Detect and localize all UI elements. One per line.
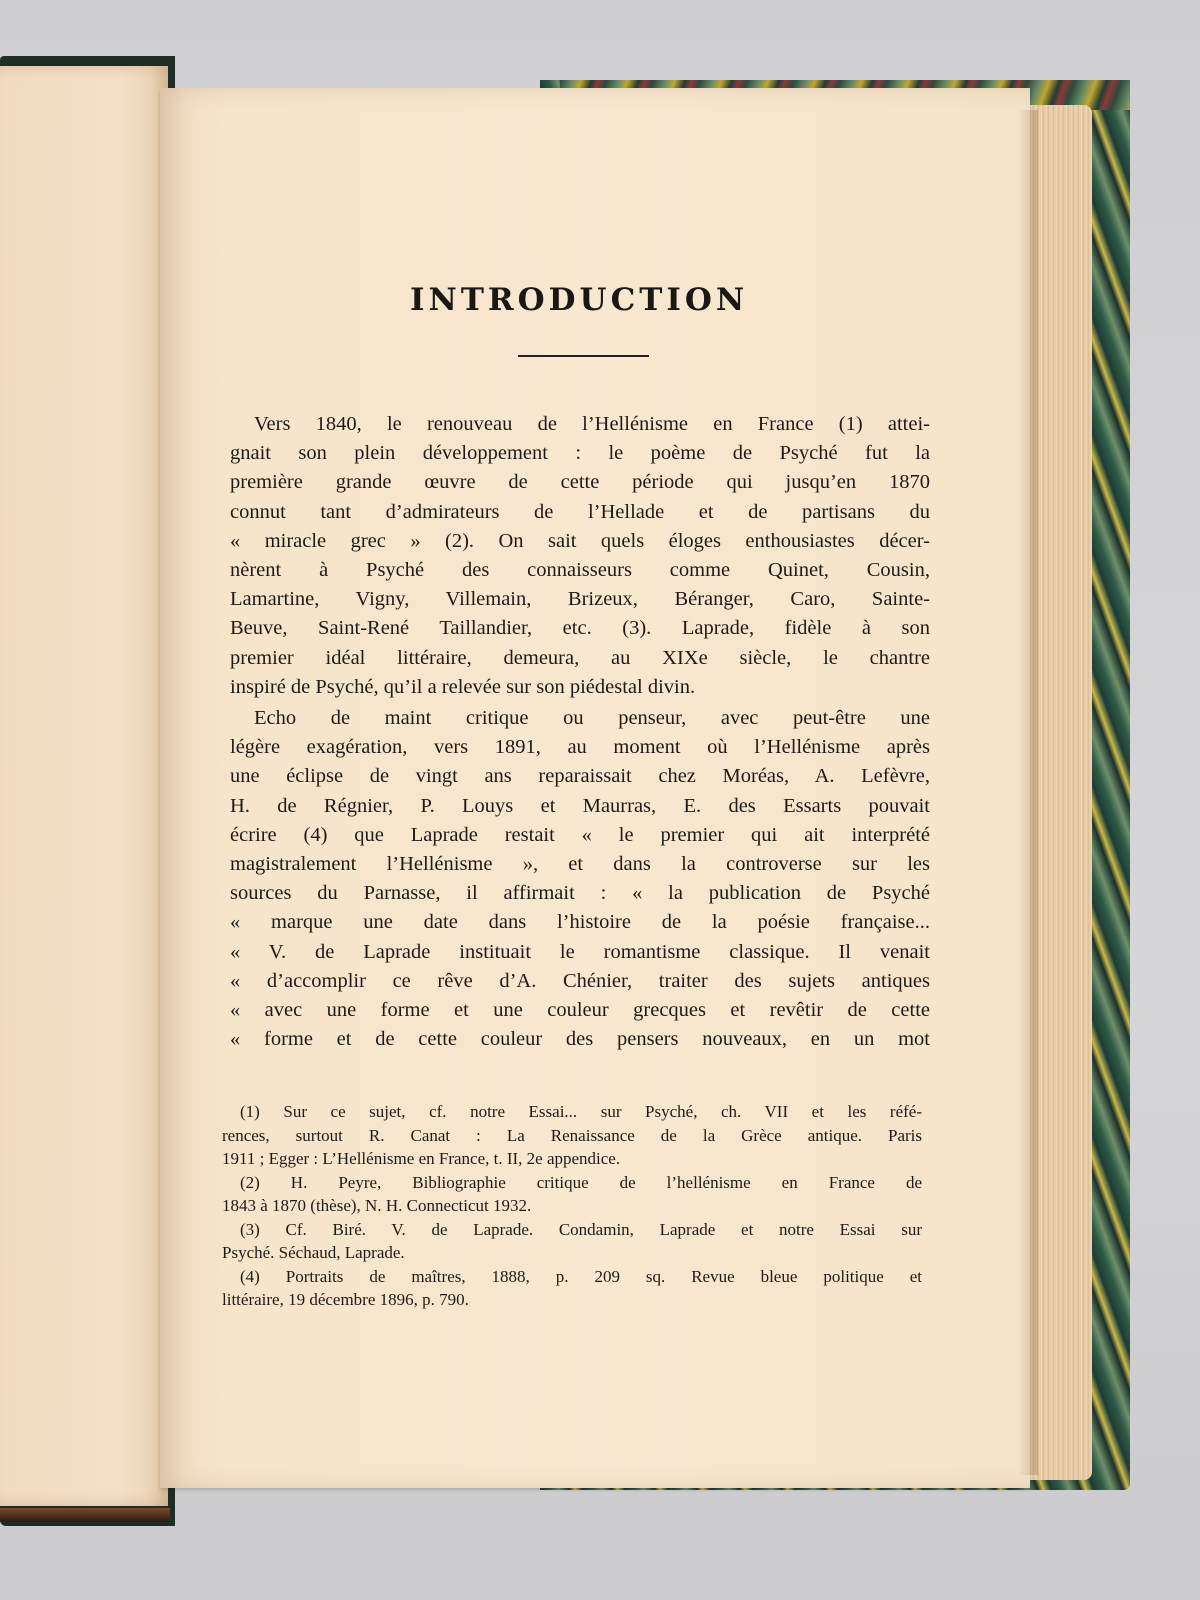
body-line: magistralement l’Hellénisme », et dans la controverse sur les bbox=[230, 853, 930, 876]
left-page bbox=[0, 66, 168, 1506]
footnote-line: 1911 ; Egger : L’Hellénisme en France, t. II, 2e appendice. bbox=[222, 1149, 621, 1168]
body-line: « marque une date dans l’histoire de la poésie française... bbox=[230, 911, 930, 934]
body-line: connut tant d’admirateurs de l’Hellade et de partisans du bbox=[230, 500, 930, 523]
body-line: « miracle grec » (2). On sait quels éloges enthousiastes décer- bbox=[230, 529, 930, 552]
body-line: Beuve, Saint-René Taillandier, etc. (3). Laprade, fidèle à son bbox=[230, 617, 930, 640]
body-line: « avec une forme et une couleur grecques et revêtir de cette bbox=[230, 999, 930, 1022]
body-line: gnait son plein développement : le poème de Psyché fut la bbox=[230, 442, 930, 465]
footnote-line: Psyché. Séchaud, Laprade. bbox=[222, 1243, 405, 1262]
body-line: « forme et de cette couleur des pensers nouveaux, en un mot bbox=[230, 1028, 930, 1051]
body-text bbox=[230, 410, 930, 1054]
body-line: premier idéal littéraire, demeura, au XIXe siècle, le chantre bbox=[230, 646, 930, 669]
body-line: H. de Régnier, P. Louys et Maurras, E. des Essarts pouvait bbox=[230, 794, 930, 817]
left-page-edge bbox=[0, 1508, 170, 1522]
body-line: une éclipse de vingt ans reparaissait chez Moréas, A. Lefèvre, bbox=[230, 765, 930, 788]
footnote-line: (1) Sur ce sujet, cf. notre Essai... sur Psyché, ch. VII et les réfé- bbox=[240, 1102, 922, 1121]
footnote-line: (3) Cf. Biré. V. de Laprade. Condamin, Laprade et notre Essai sur bbox=[240, 1219, 922, 1239]
footnote-line: (2) H. Peyre, Bibliographie critique de l’hellénisme en France de bbox=[240, 1172, 922, 1192]
body-line: légère exagération, vers 1891, au moment où l’Hellénisme après bbox=[230, 736, 930, 759]
footnote-line: littéraire, 19 décembre 1896, p. 790. bbox=[222, 1290, 469, 1309]
title-rule bbox=[518, 355, 649, 357]
body-line: « d’accomplir ce rêve d’A. Chénier, traiter des sujets antiques bbox=[230, 969, 930, 992]
footnote-line: 1843 à 1870 (thèse), N. H. Connecticut 1932. bbox=[222, 1196, 532, 1215]
body-line: Lamartine, Vigny, Villemain, Brizeux, Béranger, Caro, Sainte- bbox=[230, 588, 930, 611]
page-gutter-shadow bbox=[1018, 110, 1038, 1475]
body-line: Echo de maint critique ou penseur, avec peut-être une bbox=[254, 707, 930, 730]
body-line: nèrent à Psyché des connaisseurs comme Quinet, Cousin, bbox=[230, 559, 930, 582]
page-title: INTRODUCTION bbox=[410, 282, 749, 318]
page-block-edge bbox=[1030, 105, 1092, 1480]
body-line: inspiré de Psyché, qu’il a relevée sur son piédestal divin. bbox=[230, 675, 696, 698]
footnotes bbox=[222, 1100, 922, 1312]
body-line: écrire (4) que Laprade restait « le premier qui ait interprété bbox=[230, 823, 930, 846]
body-line: « V. de Laprade instituait le romantisme classique. Il venait bbox=[230, 940, 930, 963]
body-line: première grande œuvre de cette période qui jusqu’en 1870 bbox=[230, 471, 930, 494]
footnote-line: rences, surtout R. Canat : La Renaissance de la Grèce antique. Paris bbox=[222, 1125, 922, 1145]
body-line: sources du Parnasse, il affirmait : « la publication de Psyché bbox=[230, 882, 930, 905]
body-line: Vers 1840, le renouveau de l’Hellénisme en France (1) attei- bbox=[254, 413, 930, 435]
footnote-line: (4) Portraits de maîtres, 1888, p. 209 sq. Revue bleue politique et bbox=[240, 1266, 922, 1286]
